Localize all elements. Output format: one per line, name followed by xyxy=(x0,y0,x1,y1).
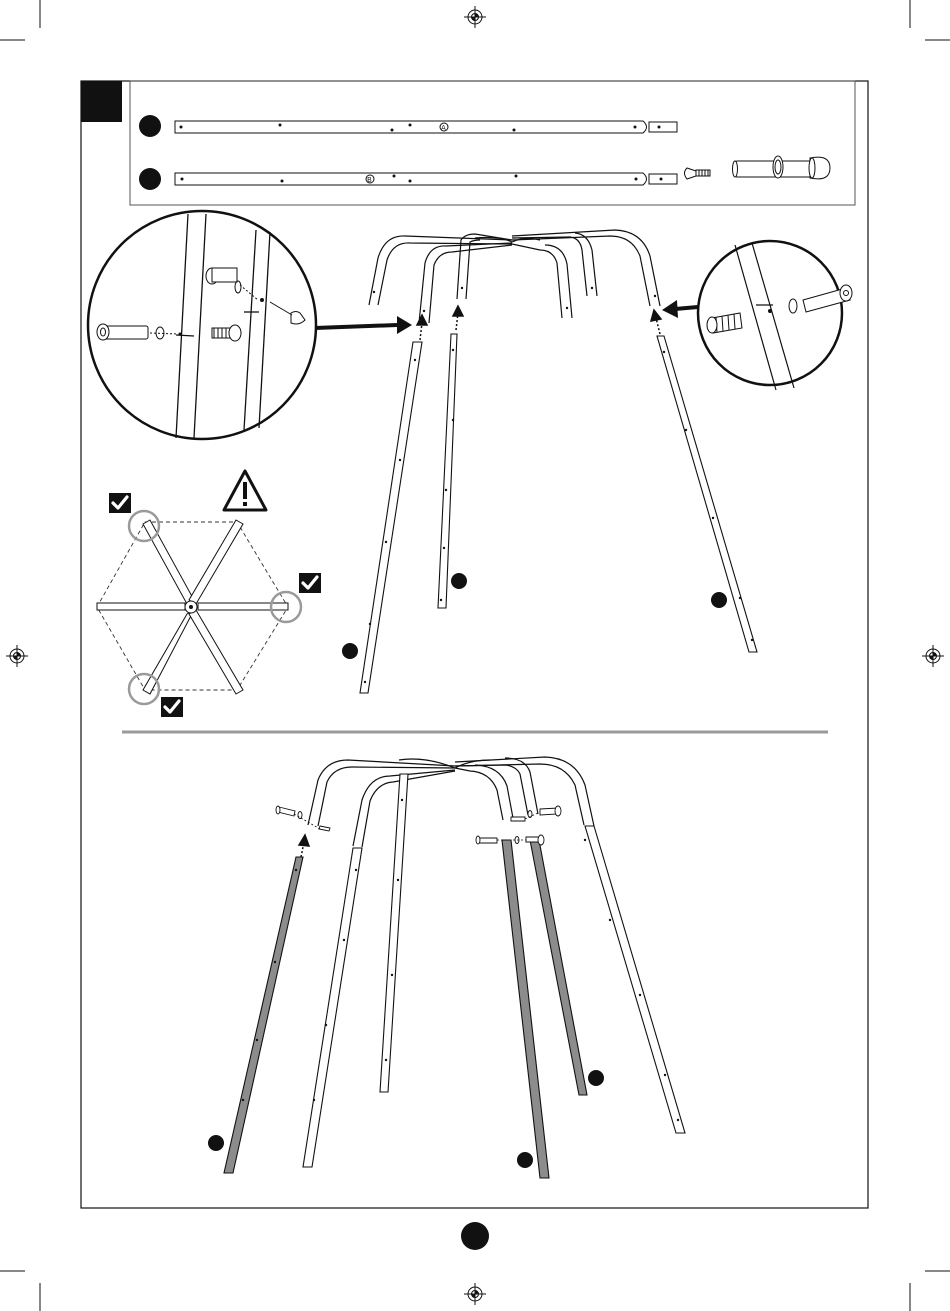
detail-callout-right xyxy=(698,241,852,390)
registration-mark-icon xyxy=(922,645,944,667)
registration-mark-icon xyxy=(464,1283,486,1305)
leg-tube xyxy=(360,334,757,693)
part-badge xyxy=(208,1135,224,1151)
leg-tube xyxy=(530,840,587,1095)
check-icon xyxy=(109,493,131,513)
part-a-stamp: A xyxy=(441,124,446,132)
swing-frame-bottom xyxy=(308,757,594,847)
page-number-badge xyxy=(461,1222,489,1250)
part-badge xyxy=(139,115,161,137)
detail-callout-left xyxy=(88,211,316,439)
leg-tube xyxy=(303,848,362,1167)
registration-mark-icon xyxy=(6,645,28,667)
barrel-nut-icon xyxy=(733,156,831,179)
tube-part-b xyxy=(175,173,677,185)
part-badge xyxy=(451,573,467,589)
part-badge xyxy=(588,1070,604,1086)
part-badge xyxy=(711,592,727,608)
part-b-stamp: B xyxy=(367,176,372,184)
leg-tube xyxy=(380,774,408,1092)
part-badge xyxy=(139,168,161,190)
orientation-diagram xyxy=(97,511,301,704)
step-number-box xyxy=(81,81,122,122)
check-icon xyxy=(299,573,321,593)
leg-tube xyxy=(224,857,303,1173)
warning-triangle-icon xyxy=(224,471,266,510)
insert-arrow xyxy=(299,835,309,857)
part-badge xyxy=(517,1152,533,1168)
swing-frame-top xyxy=(369,230,660,323)
parts-panel xyxy=(130,81,855,205)
leg-tube xyxy=(585,826,685,1133)
bolt-icon xyxy=(276,806,561,845)
part-badge xyxy=(342,643,358,659)
bolt-icon xyxy=(685,168,711,179)
check-icon xyxy=(161,697,183,717)
frame-holes xyxy=(373,287,656,312)
registration-mark-icon xyxy=(464,6,486,28)
tube-part-a xyxy=(175,121,677,133)
